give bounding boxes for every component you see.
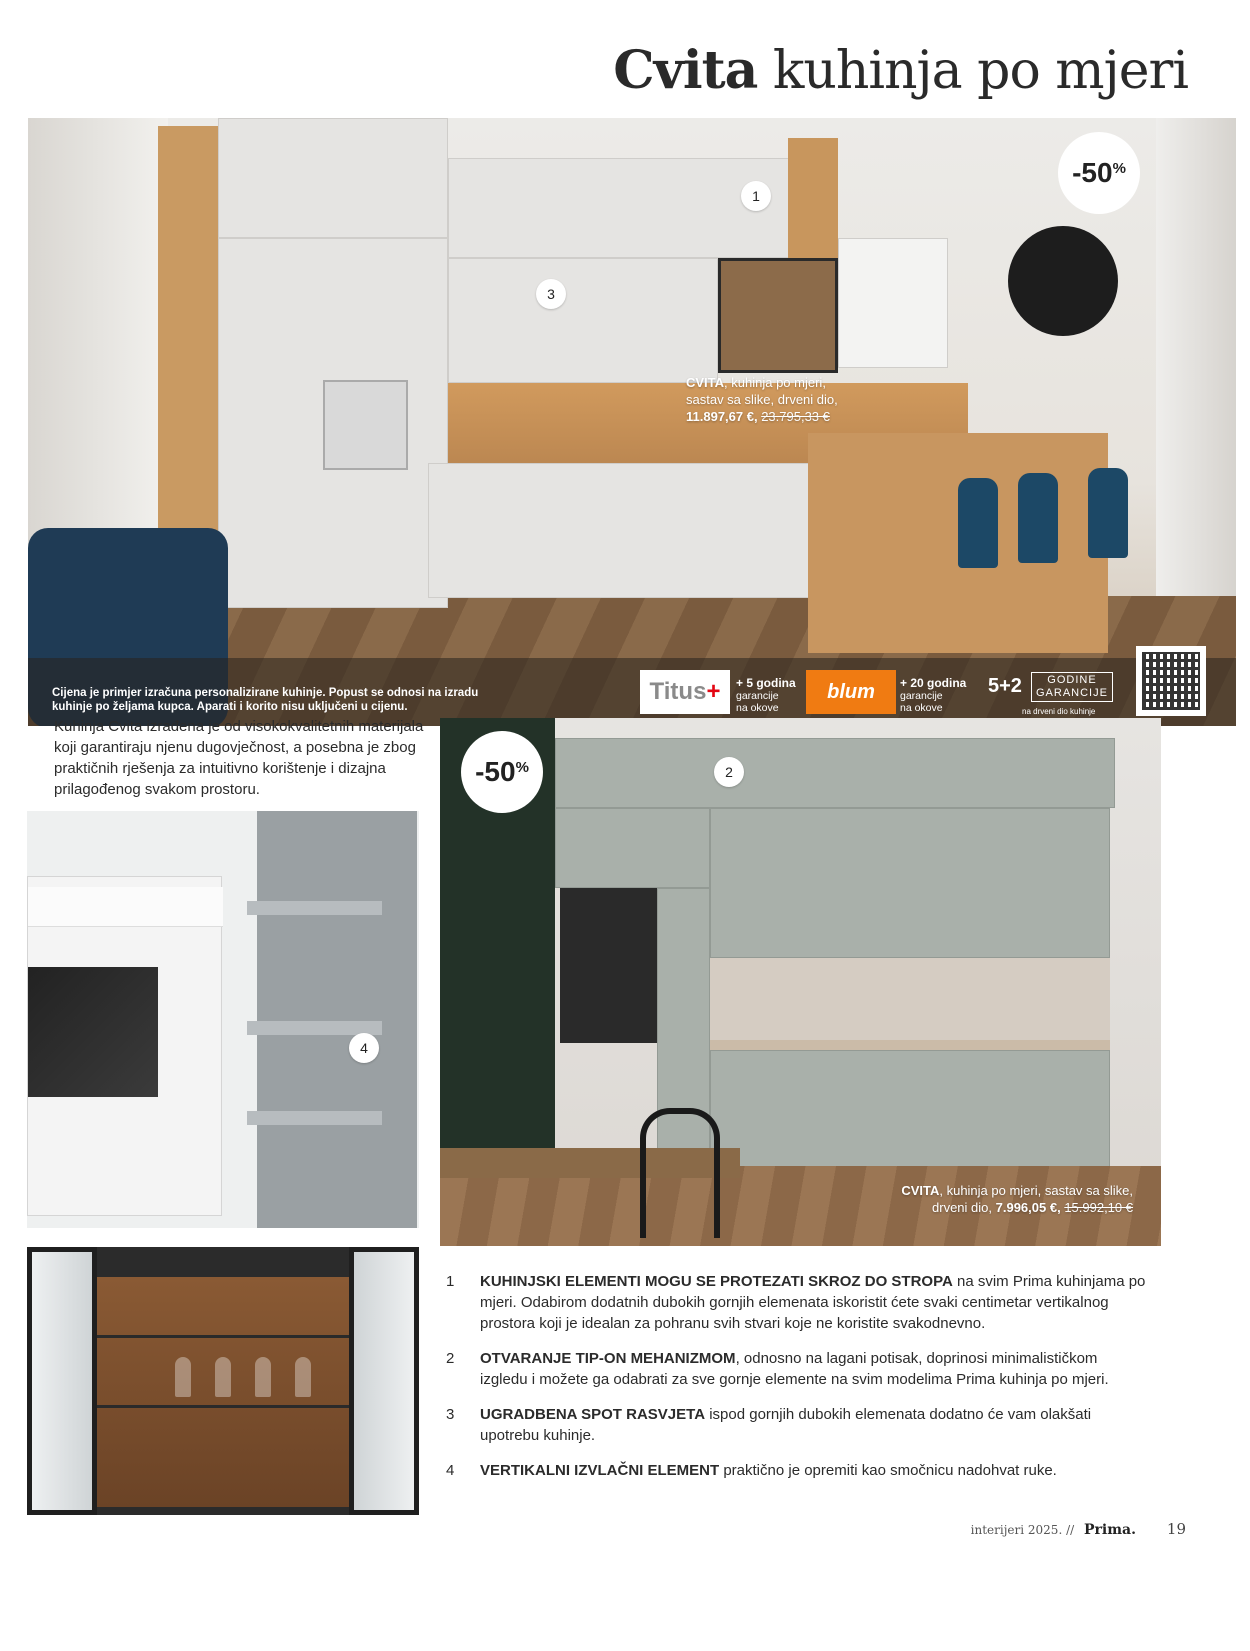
folio	[971, 1522, 1136, 1538]
built-in-oven	[323, 380, 408, 470]
discount-value: -50	[1072, 157, 1113, 188]
glass-door-left	[27, 1247, 97, 1515]
cabinet-shelf	[97, 1405, 352, 1408]
blum-warranty	[900, 677, 966, 714]
titus-warranty	[736, 677, 796, 714]
new-price: 7.996,05 €,	[995, 1200, 1061, 1215]
wine-glass	[255, 1357, 271, 1397]
price-desc-2: sastav sa slike, drveni dio,	[686, 392, 838, 407]
bar-stool	[1018, 473, 1058, 563]
list-item	[446, 1348, 1146, 1390]
kitchen2-backsplash	[710, 958, 1110, 1043]
list-item	[446, 1460, 1146, 1481]
warranty-word1: GODINE	[1047, 674, 1097, 686]
warranty-note: na drveni dio kuhinje	[1022, 707, 1096, 716]
blum-line2: garancije	[900, 690, 943, 702]
marker-3: 3	[536, 279, 566, 309]
item-number: 2	[446, 1350, 455, 1367]
glass-cabinet-photo	[27, 1247, 419, 1515]
hero-footnote: Cijena je primjer izračuna personalizirane kuhinje. Popust se odnosi na izradu kuhinje po željama kupca. Aparati i korito nisu uključeni u cijenu.	[52, 687, 479, 713]
bar-stool	[958, 478, 998, 568]
kitchen2-countertop	[710, 1040, 1110, 1050]
pullout-shelf	[247, 901, 382, 915]
item-number: 3	[446, 1406, 455, 1423]
intro-paragraph: Kuhinja Cvita izrađena je od visokokvalitetnih materijala koji garantiraju njenu dugovječnost, a posebna je zbog praktičnih rješenja za intuitivno korištenje i dizajna prilagođenog svakom prostoru.	[54, 718, 424, 798]
kitchen2-tall-top	[555, 808, 710, 888]
price-desc-1: , kuhinja po mjeri,	[724, 375, 826, 390]
green-kitchen-photo	[440, 718, 1161, 1246]
item-heading: VERTIKALNI IZVLAČNI ELEMENT	[480, 1462, 720, 1479]
kitchen2-base-cabinets	[710, 1050, 1110, 1170]
blum-logo: blum	[806, 670, 896, 714]
title-brand: Cvita	[613, 40, 758, 101]
wall-clock	[1008, 226, 1118, 336]
oven-window	[28, 967, 158, 1097]
price-desc-1: , kuhinja po mjeri, sastav sa slike,	[939, 1183, 1133, 1198]
titus-wordmark: Titus	[649, 678, 707, 705]
list-item	[446, 1271, 1146, 1334]
glass-door-right	[349, 1247, 419, 1515]
item-heading: KUHINJSKI ELEMENTI MOGU SE PROTEZATI SKROZ DO STROPA	[480, 1273, 953, 1290]
title-rest: kuhinja po mjeri	[772, 41, 1188, 101]
kitchen2-wall-cabinets	[710, 808, 1110, 958]
item-heading: OTVARANJE TIP-ON MEHANIZMOM	[480, 1350, 736, 1367]
marker-1: 1	[741, 181, 771, 211]
product-name: CVITA	[686, 375, 725, 390]
hero-kitchen-photo	[28, 118, 1236, 726]
discount-unit: %	[1112, 159, 1126, 177]
titus-plus: +	[706, 678, 721, 705]
titus-logo	[640, 670, 730, 714]
old-price: 23.795,33 €	[761, 409, 830, 424]
blum-years: + 20 godina	[900, 676, 967, 690]
hero-price-tag	[686, 374, 838, 425]
old-price: 15.992,10 €	[1064, 1200, 1133, 1215]
price-desc-2: drveni dio,	[932, 1200, 992, 1215]
window-curtain-right	[1156, 118, 1236, 638]
kitchen2-oven-stack	[560, 888, 657, 1043]
discount-badge	[1058, 132, 1140, 214]
kitchen2-price-tag	[901, 1182, 1133, 1216]
page-number: 19	[1166, 1520, 1186, 1538]
pullout-unit	[257, 811, 417, 1228]
item-text: na svim Prima kuhinjama po mjeri. Odabirom dodatnih dubokih gornjih elemenata iskoristit ćete svaki centimetar vertikalnog prostora koji je idealan za pohranu svih stvari koje ne koristite svakodnevno.	[480, 1273, 1146, 1332]
wine-glass	[215, 1357, 231, 1397]
item-text: praktično je opremiti kao smočnicu nadohvat ruke.	[719, 1462, 1057, 1479]
titus-years: + 5 godina	[736, 676, 796, 690]
discount-value: -50	[475, 756, 516, 787]
item-number: 1	[446, 1273, 455, 1290]
wood-accent	[788, 138, 838, 258]
open-wall-unit	[838, 238, 948, 368]
qr-code[interactable]	[1136, 646, 1206, 716]
publication-name: interijeri 2025.	[970, 1523, 1063, 1537]
brand-logo: Prima.	[1084, 1522, 1136, 1538]
product-name: CVITA	[901, 1183, 940, 1198]
feature-list	[446, 1271, 1146, 1495]
oven-control-panel	[28, 887, 223, 927]
discount-unit: %	[515, 758, 529, 776]
new-price: 11.897,67 €,	[686, 409, 758, 424]
kitchen2-upper-cabinets	[555, 738, 1115, 808]
item-text: ispod gornjih dubokih elemenata dodatno će vam olakšati upotrebu kuhinje.	[480, 1406, 1092, 1444]
warranty-label	[1031, 672, 1113, 702]
pullout-shelf	[247, 1111, 382, 1125]
marker-2: 2	[714, 757, 744, 787]
wine-glass	[175, 1357, 191, 1397]
upper-tall-cabinets	[218, 118, 448, 238]
pullout-pantry-photo	[27, 811, 419, 1228]
warranty-word2: GARANCIJE	[1036, 687, 1108, 699]
cabinet-shelf	[97, 1335, 352, 1338]
wall-cabinets	[448, 258, 718, 383]
oven-closeup	[27, 876, 222, 1216]
item-heading: UGRADBENA SPOT RASVJETA	[480, 1406, 706, 1423]
base-cabinets	[428, 463, 813, 598]
discount-badge	[461, 731, 543, 813]
item-text: , odnosno na lagani potisak, doprinosi minimalističkom izgledu i možete ga odabrati za sve gornje elemente na svim modelima Prima kuhinja po mjeri.	[480, 1350, 1109, 1388]
marker-4: 4	[349, 1033, 379, 1063]
blum-line3: na okove	[900, 702, 943, 714]
page-title	[613, 40, 1188, 101]
titus-line2: garancije	[736, 690, 779, 702]
wine-glass	[295, 1357, 311, 1397]
dining-chair	[640, 1108, 720, 1238]
folio-separator: //	[1066, 1523, 1075, 1537]
titus-line3: na okove	[736, 702, 779, 714]
bar-stool	[1088, 468, 1128, 558]
item-number: 4	[446, 1462, 455, 1479]
list-item	[446, 1404, 1146, 1446]
glass-cabinet	[718, 258, 838, 373]
warranty-years: 5+2	[988, 675, 1022, 697]
